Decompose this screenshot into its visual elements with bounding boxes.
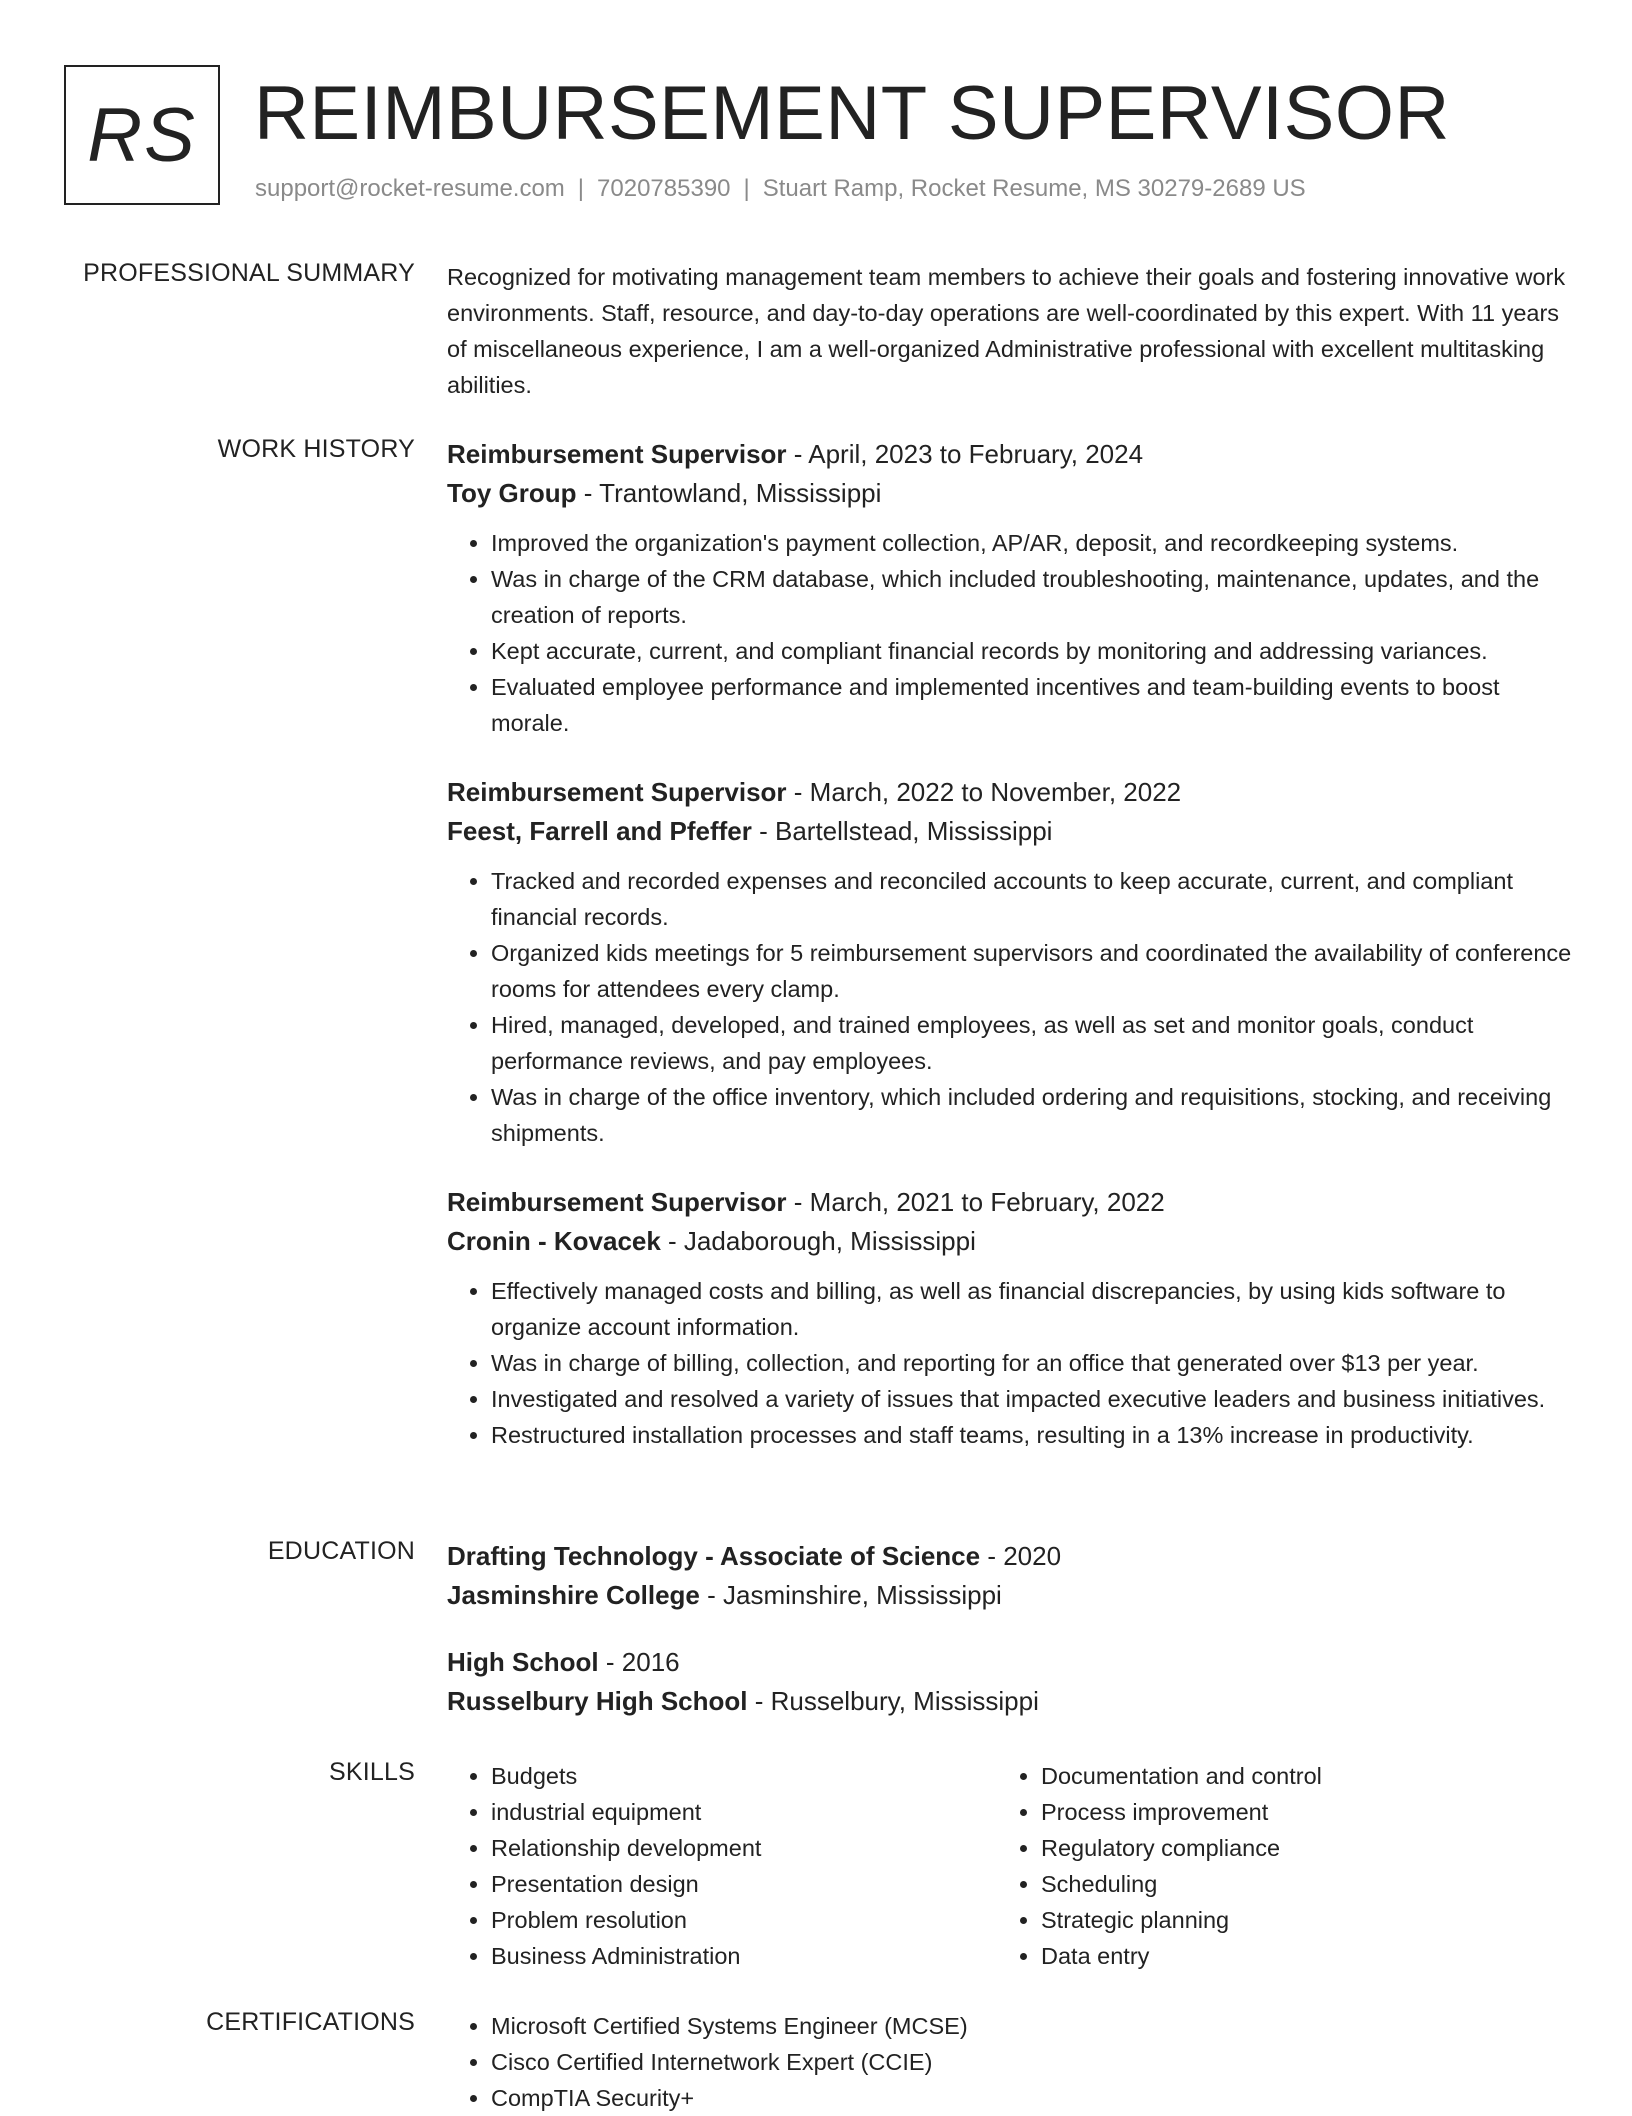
skills-body: [447, 1758, 1572, 1974]
list-item: • Microsoft Certified Systems Engineer (MCSE): [491, 2008, 1572, 2044]
education-degree: High School: [447, 1647, 599, 1677]
job-entry: [447, 435, 1572, 741]
work-history-body: [447, 435, 1572, 1485]
job-role-line: [447, 773, 1572, 812]
job-bullets: [447, 525, 1572, 741]
certifications-body: [447, 2008, 1572, 2116]
contact-separator: |: [577, 175, 585, 202]
education-entry: [447, 1643, 1572, 1721]
list-item: • Cisco Certified Internetwork Expert (CCIE): [491, 2044, 1572, 2080]
list-item: • Scheduling: [1041, 1866, 1547, 1902]
contact-phone: 7020785390: [597, 175, 731, 202]
contact-address: Stuart Ramp, Rocket Resume, MS 30279-2689 US: [762, 175, 1306, 202]
section-title-summary: PROFESSIONAL SUMMARY: [83, 259, 415, 287]
education-entry: [447, 1537, 1572, 1615]
job-bullets: [447, 863, 1572, 1151]
list-item: • Improved the organization's payment collection, AP/AR, deposit, and recordkeeping systems.: [491, 525, 1572, 561]
job-dates: - March, 2022 to November, 2022: [786, 777, 1182, 807]
job-role-line: [447, 1183, 1572, 1222]
job-location: - Jadaborough, Mississippi: [660, 1226, 976, 1256]
job-dates: - April, 2023 to February, 2024: [786, 439, 1144, 469]
contact-email: support@rocket-resume.com: [255, 175, 565, 202]
job-role-line: [447, 435, 1572, 474]
section-title-work-history: WORK HISTORY: [217, 435, 415, 463]
list-item: • Hired, managed, developed, and trained employees, as well as set and monitor goals, conduct performance reviews, and pay employees.: [491, 1007, 1572, 1079]
list-item: • industrial equipment: [491, 1794, 997, 1830]
list-item: • Restructured installation processes and staff teams, resulting in a 13% increase in productivity.: [491, 1417, 1572, 1453]
list-item: • Relationship development: [491, 1830, 997, 1866]
job-role: Reimbursement Supervisor: [447, 777, 787, 807]
list-item: • Investigated and resolved a variety of issues that impacted executive leaders and business initiatives.: [491, 1381, 1572, 1417]
education-location: - Russelbury, Mississippi: [747, 1686, 1039, 1716]
list-item: • Strategic planning: [1041, 1902, 1547, 1938]
contact-line: [255, 175, 1306, 203]
education-degree-line: [447, 1537, 1572, 1576]
list-item: • Effectively managed costs and billing, as well as financial discrepancies, by using kids software to organize account information.: [491, 1273, 1572, 1345]
skills-column-right: [997, 1758, 1547, 1974]
list-item: • Process improvement: [1041, 1794, 1547, 1830]
job-company: Cronin - Kovacek: [447, 1226, 661, 1256]
job-location: - Bartellstead, Mississippi: [751, 816, 1053, 846]
education-year: - 2020: [980, 1541, 1062, 1571]
list-item: • Presentation design: [491, 1866, 997, 1902]
contact-separator: |: [743, 175, 750, 202]
education-degree: Drafting Technology - Associate of Science: [447, 1541, 981, 1571]
skills-list: [997, 1758, 1547, 1974]
resume-header: [64, 65, 1592, 215]
education-body: [447, 1537, 1572, 1749]
list-item: • Organized kids meetings for 5 reimbursement supervisors and coordinated the availability of conference rooms for attendees every clamp.: [491, 935, 1572, 1007]
education-year: - 2016: [598, 1647, 680, 1677]
education-school: Jasminshire College: [447, 1580, 700, 1610]
education-school-line: [447, 1576, 1572, 1615]
list-item: • Problem resolution: [491, 1902, 997, 1938]
job-company: Toy Group: [447, 478, 577, 508]
monogram-logo: RS: [64, 65, 220, 205]
list-item: • Was in charge of the CRM database, which included troubleshooting, maintenance, updates, and the creation of reports.: [491, 561, 1572, 633]
page-title: REIMBURSEMENT SUPERVISOR: [254, 71, 1450, 156]
education-school-line: [447, 1682, 1572, 1721]
job-location: - Trantowland, Mississippi: [576, 478, 882, 508]
skills-columns: [447, 1758, 1572, 1974]
list-item: • Was in charge of the office inventory, which included ordering and requisitions, stocking, and receiving shipments.: [491, 1079, 1572, 1151]
list-item: • Data entry: [1041, 1938, 1547, 1974]
job-company: Feest, Farrell and Pfeffer: [447, 816, 752, 846]
job-company-line: [447, 812, 1572, 851]
list-item: • Tracked and recorded expenses and reconciled accounts to keep accurate, current, and compliant financial records.: [491, 863, 1572, 935]
education-school: Russelbury High School: [447, 1686, 748, 1716]
job-company-line: [447, 1222, 1572, 1261]
summary-text: Recognized for motivating management team members to achieve their goals and fostering innovative work environments. Staff, resource, and day-to-day operations are well-coordinated by this expert. With 11 years of miscellaneous experience, I am a well-organized Administrative professional with excellent multitasking abilities.: [447, 264, 1566, 398]
job-role: Reimbursement Supervisor: [447, 439, 787, 469]
certifications-list: [447, 2008, 1572, 2116]
education-degree-line: [447, 1643, 1572, 1682]
list-item: • Business Administration: [491, 1938, 997, 1974]
list-item: • Evaluated employee performance and implemented incentives and team-building events to boost morale.: [491, 669, 1572, 741]
list-item: • Regulatory compliance: [1041, 1830, 1547, 1866]
job-company-line: [447, 474, 1572, 513]
skills-column-left: [447, 1758, 997, 1974]
job-dates: - March, 2021 to February, 2022: [786, 1187, 1165, 1217]
job-bullets: [447, 1273, 1572, 1453]
section-title-certifications: CERTIFICATIONS: [206, 2008, 415, 2036]
list-item: • Budgets: [491, 1758, 997, 1794]
list-item: • CompTIA Security+: [491, 2080, 1572, 2116]
list-item: • Was in charge of billing, collection, and reporting for an office that generated over $13 per year.: [491, 1345, 1572, 1381]
education-location: - Jasminshire, Mississippi: [699, 1580, 1002, 1610]
section-title-skills: SKILLS: [329, 1758, 415, 1786]
list-item: • Documentation and control: [1041, 1758, 1547, 1794]
job-entry: [447, 773, 1572, 1151]
job-role: Reimbursement Supervisor: [447, 1187, 787, 1217]
section-title-education: EDUCATION: [267, 1537, 415, 1565]
skills-list: [447, 1758, 997, 1974]
job-entry: [447, 1183, 1572, 1453]
list-item: • Kept accurate, current, and compliant financial records by monitoring and addressing variances.: [491, 633, 1572, 669]
summary-body: [447, 259, 1572, 403]
